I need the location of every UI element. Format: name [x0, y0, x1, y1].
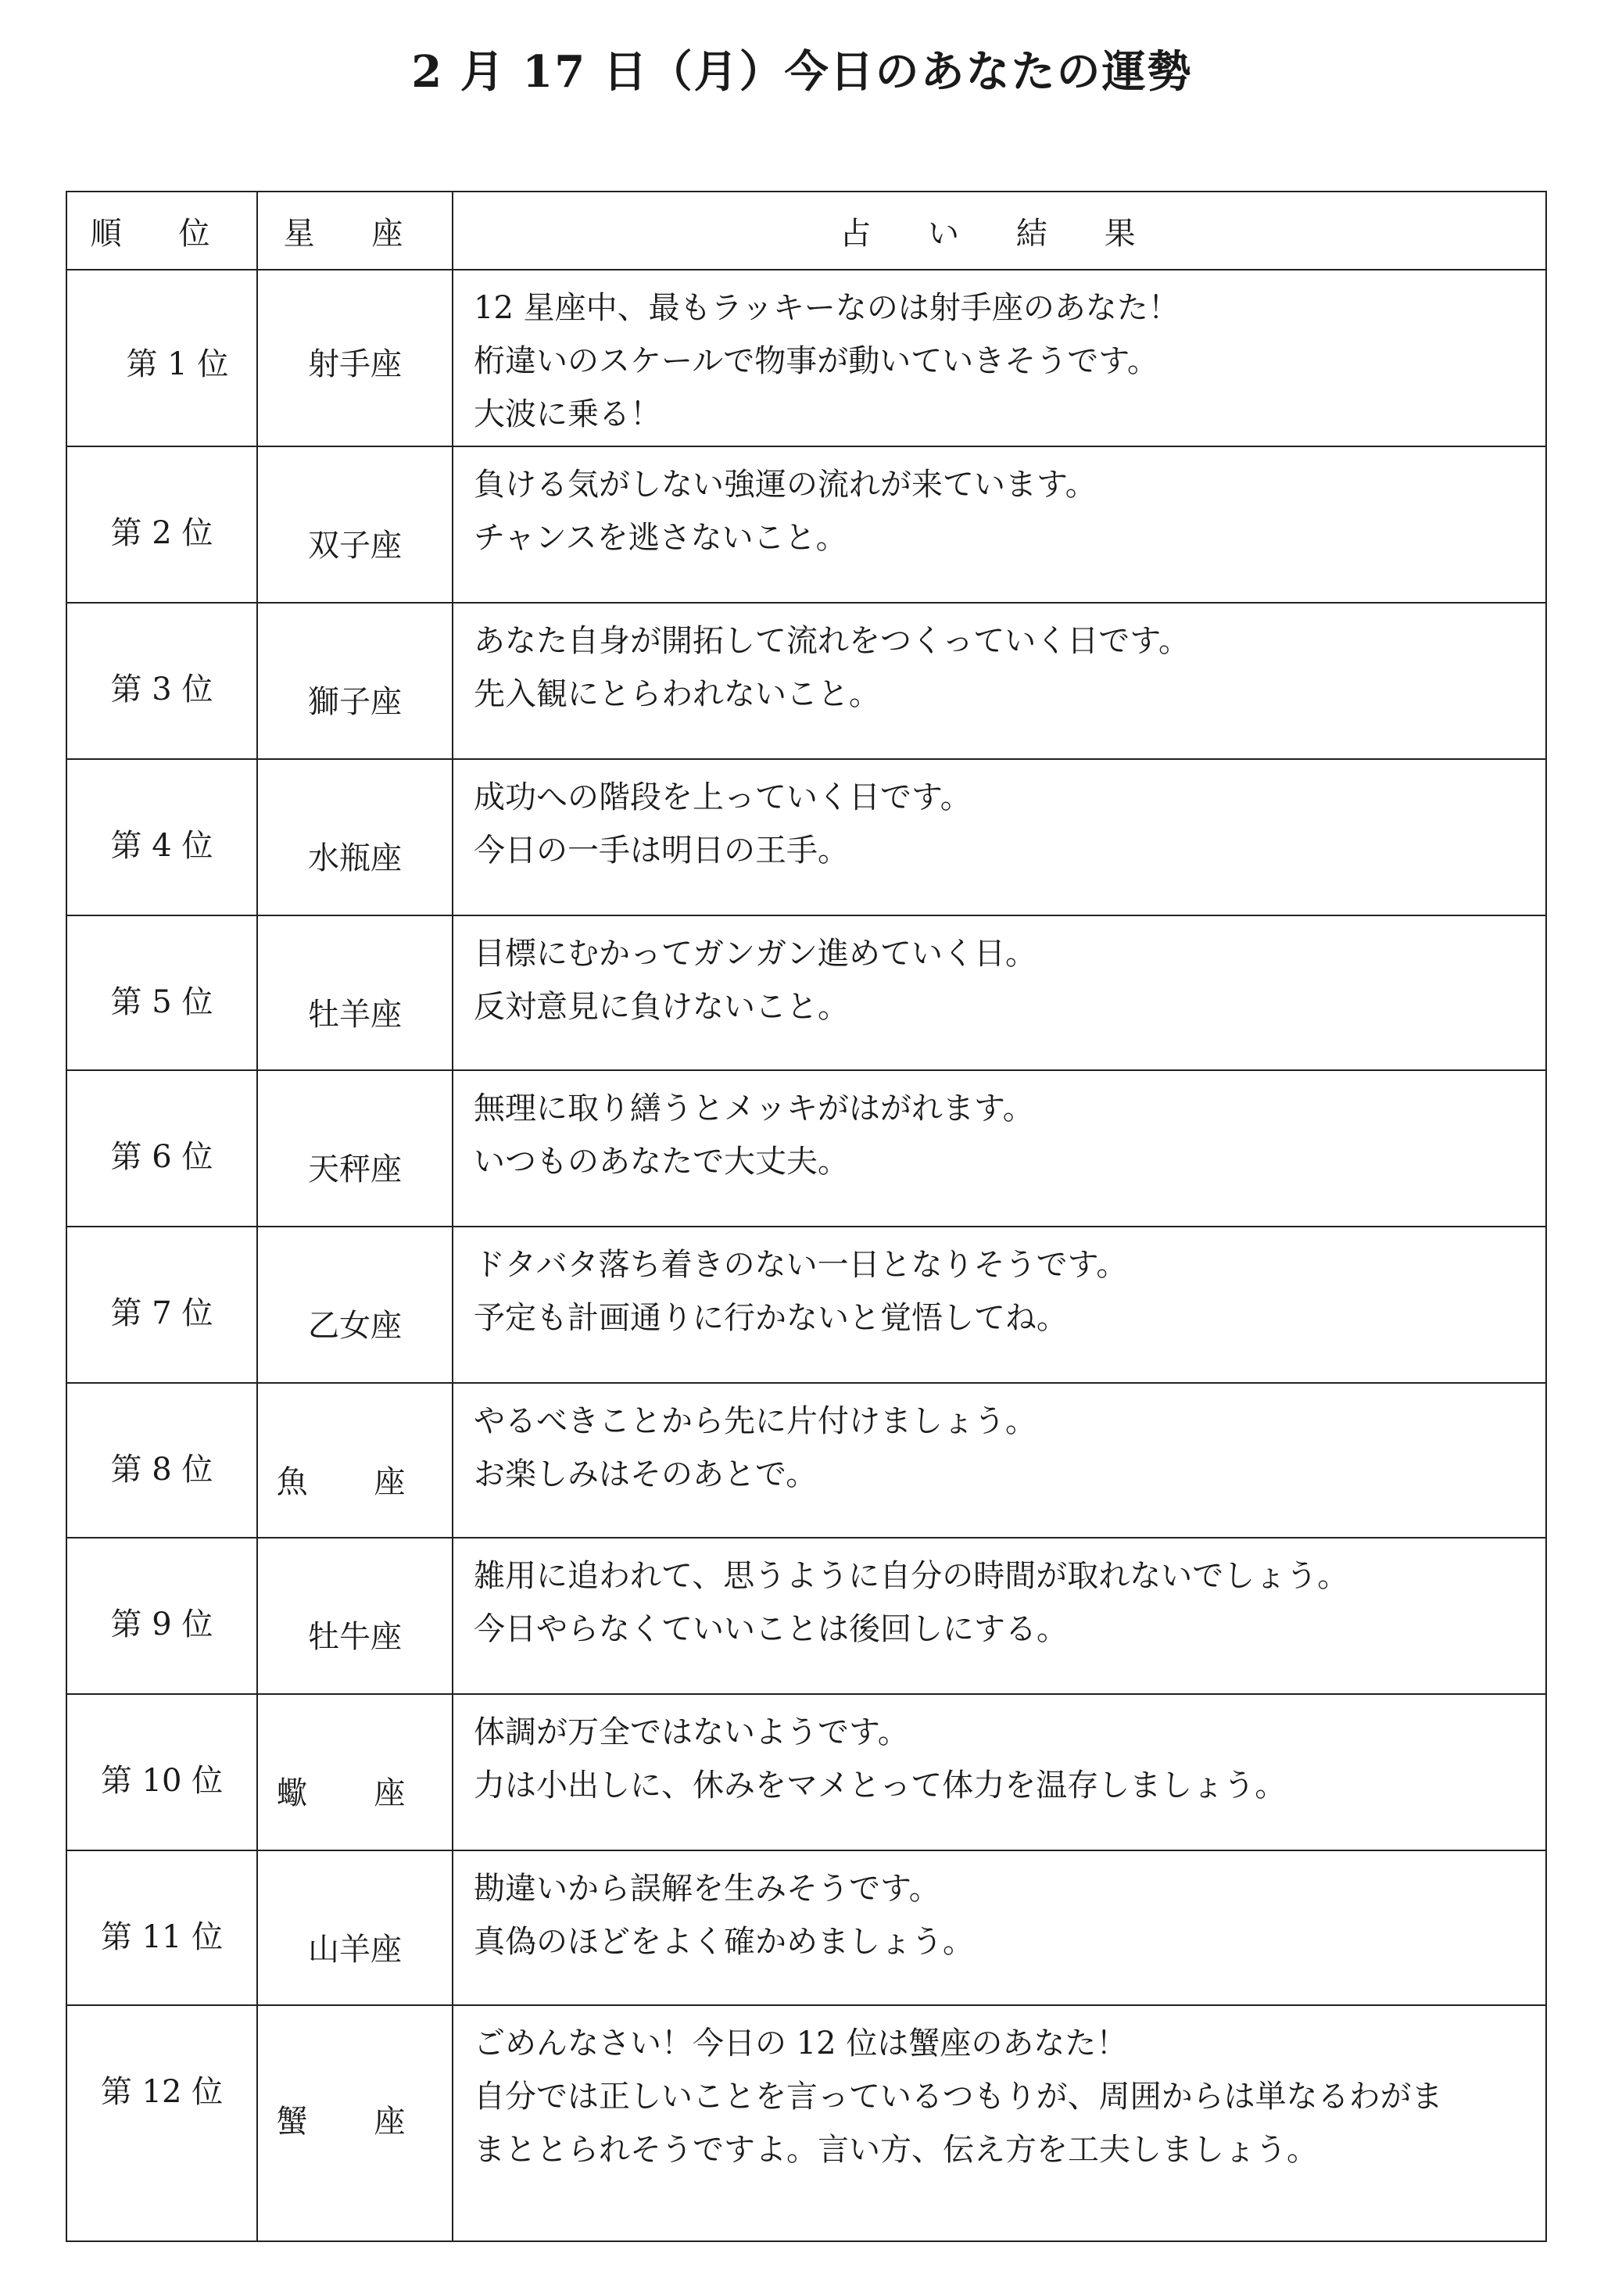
result-line: 桁違いのスケールで物事が動いていきそうです。: [474, 343, 1158, 379]
result-line: ドタバタ落ち着きのない一日となりそうです。: [474, 1247, 1128, 1283]
sign-cell: 蟹 座: [257, 2005, 453, 2241]
result-cell: [453, 446, 1546, 603]
sign-cell: 牡牛座: [257, 1538, 453, 1694]
result-cell: [453, 915, 1546, 1070]
result-column-header: 占 い 結 果: [453, 192, 1546, 270]
result-line: 自分では正しいことを言っているつもりが、周囲からは単なるわがま: [474, 2079, 1443, 2115]
result-line: 12 星座中、最もラッキーなのは射手座のあなた！: [474, 290, 1180, 326]
table-row: [66, 1227, 1546, 1383]
result-line: 雑用に追われて、思うように自分の時間が取れないでしょう。: [474, 1558, 1349, 1594]
rank-cell: 第 3 位: [66, 603, 257, 759]
table-row: [66, 915, 1546, 1070]
sign-cell: 牡羊座: [257, 915, 453, 1070]
sign-cell: 天秤座: [257, 1070, 453, 1227]
result-line: 大波に乗る！: [474, 396, 661, 432]
rank-cell: 第 11 位: [66, 1850, 257, 2005]
sign-cell: 山羊座: [257, 1850, 453, 2005]
result-line: 今日の一手は明日の王手。: [474, 833, 849, 869]
rank-cell: 第 9 位: [66, 1538, 257, 1694]
rank-cell: 第 12 位: [66, 2005, 257, 2241]
result-line: 目標にむかってガンガン進めていく日。: [474, 936, 1037, 972]
result-line: 体調が万全ではないようです。: [474, 1714, 909, 1750]
rank-cell: 第 7 位: [66, 1227, 257, 1383]
result-line: いつものあなたで大丈夫。: [474, 1144, 849, 1180]
table-row: [66, 1850, 1546, 2005]
result-cell: [453, 1538, 1546, 1694]
result-line: 力は小出しに、休みをマメとって体力を温存しましょう。: [474, 1768, 1287, 1803]
result-line: 予定も計画通りに行かないと覚悟してね。: [474, 1300, 1068, 1336]
result-line: やるべきことから先に片付けましょう。: [474, 1403, 1037, 1439]
result-line: お楽しみはそのあとで。: [474, 1456, 818, 1492]
rank-cell: 第 6 位: [66, 1070, 257, 1227]
sign-cell: 乙女座: [257, 1227, 453, 1383]
result-line: 勘違いから誤解を生みそうです。: [474, 1871, 940, 1907]
fortune-table: [66, 191, 1547, 2242]
rank-cell: 第 4 位: [66, 759, 257, 915]
result-line: 真偽のほどをよく確かめましょう。: [474, 1924, 974, 1960]
table-row: [66, 2005, 1546, 2241]
sign-cell: 獅子座: [257, 603, 453, 759]
result-cell: [453, 1850, 1546, 2005]
result-cell: [453, 1694, 1546, 1850]
result-cell: [453, 1227, 1546, 1383]
table-row: [66, 603, 1546, 759]
result-cell: [453, 270, 1546, 446]
table-row: [66, 270, 1546, 446]
result-cell: [453, 1383, 1546, 1538]
table-row: [66, 759, 1546, 915]
sign-column-header: 星 座: [257, 192, 453, 270]
table-row: [66, 1538, 1546, 1694]
rank-cell: 第 2 位: [66, 446, 257, 603]
result-line: チャンスを逃さないこと。: [474, 520, 847, 556]
sign-cell: 水瓶座: [257, 759, 453, 915]
sign-cell: 射手座: [257, 270, 453, 446]
rank-column-header: 順 位: [66, 192, 257, 270]
rank-cell: 第 5 位: [66, 915, 257, 1070]
result-cell: [453, 759, 1546, 915]
sign-cell: 双子座: [257, 446, 453, 603]
table-row: [66, 446, 1546, 603]
result-line: 反対意見に負けないこと。: [474, 989, 849, 1025]
result-line: 先入観にとらわれないこと。: [474, 676, 880, 712]
rank-cell: 第 10 位: [66, 1694, 257, 1850]
result-line: 無理に取り繕うとメッキがはがれます。: [474, 1091, 1034, 1127]
result-cell: [453, 603, 1546, 759]
sign-cell: 魚 座: [257, 1383, 453, 1538]
result-line: 成功への階段を上っていく日です。: [474, 779, 972, 815]
result-line: ごめんなさい！今日の 12 位は蟹座のあなた！: [474, 2026, 1128, 2061]
result-cell: [453, 2005, 1546, 2241]
table-row: [66, 1694, 1546, 1850]
result-cell: [453, 1070, 1546, 1227]
rank-cell: 第 8 位: [66, 1383, 257, 1538]
rank-cell: 第 1 位: [66, 270, 257, 446]
result-line: あなた自身が開拓して流れをつくっていく日です。: [474, 623, 1190, 659]
table-header-row: [66, 192, 1546, 270]
sign-cell: 蠍 座: [257, 1694, 453, 1850]
result-line: 今日やらなくていいことは後回しにする。: [474, 1611, 1068, 1647]
result-line: まととられそうですよ。言い方、伝え方を工夫しましょう。: [474, 2132, 1318, 2168]
table-row: [66, 1383, 1546, 1538]
result-line: 負ける気がしない強運の流れが来ています。: [474, 467, 1097, 503]
page-title: 2 月 17 日（月）今日のあなたの運勢: [411, 46, 1193, 98]
table-row: [66, 1070, 1546, 1227]
